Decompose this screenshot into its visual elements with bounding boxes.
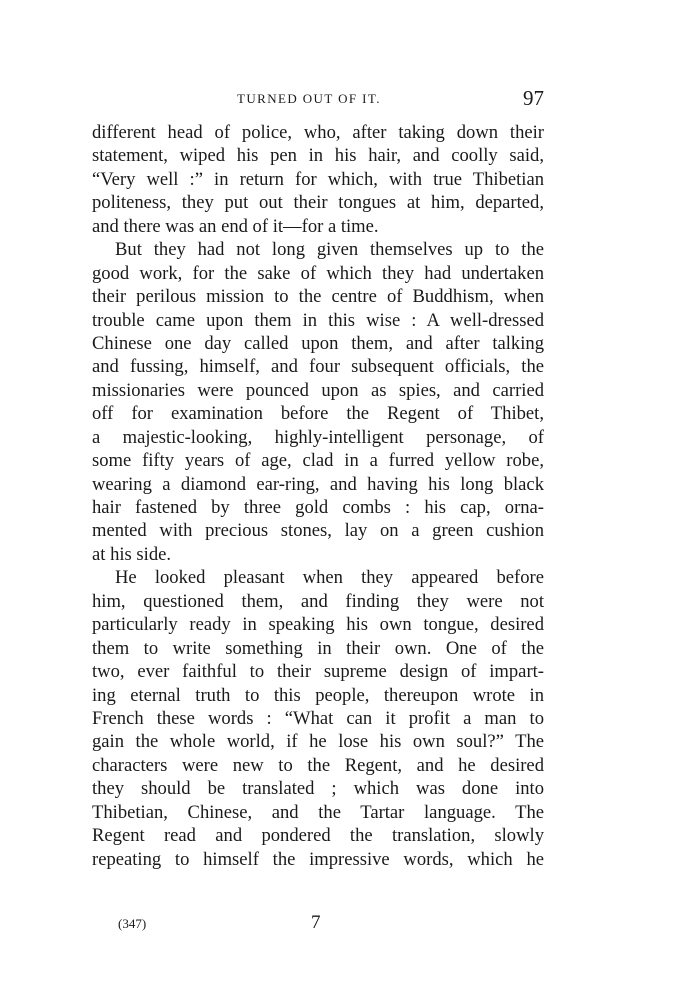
text-line: Thibetian, Chinese, and the Tartar language. The	[92, 801, 544, 823]
signature-number: 7	[311, 912, 321, 933]
text-line: characters were new to the Regent, and he desired	[92, 754, 544, 776]
text-line: their perilous mission to the centre of Buddhism, when	[92, 286, 544, 308]
body-text	[92, 121, 544, 871]
text-line: them to write something in their own. One of the	[92, 637, 544, 659]
text-line: But they had not long given themselves up to the	[115, 239, 544, 261]
running-head	[92, 88, 544, 112]
text-line: good work, for the sake of which they had undertaken	[92, 262, 544, 284]
text-line: off for examination before the Regent of Thibet,	[92, 403, 544, 425]
text-line: statement, wiped his pen in his hair, and coolly said,	[92, 145, 544, 167]
text-line: a majestic-looking, highly-intelligent personage, of	[92, 426, 544, 448]
page-footer	[118, 913, 358, 937]
text-line: French these words : “What can it profit a man to	[92, 707, 544, 729]
signature-mark: (347)	[118, 916, 147, 931]
text-line: some fifty years of age, clad in a furred yellow robe,	[92, 450, 544, 472]
text-line: him, questioned them, and finding they were not	[92, 590, 544, 612]
text-line: hair fastened by three gold combs : his cap, orna-	[92, 497, 544, 518]
text-line: ing eternal truth to this people, thereupon wrote in	[92, 684, 544, 706]
text-line: different head of police, who, after taking down their	[92, 122, 544, 143]
text-line: Chinese one day called upon them, and after talking	[92, 332, 544, 354]
text-line: missionaries were pounced upon as spies, and carried	[92, 379, 544, 401]
text-line: Regent read and pondered the translation, slowly	[92, 825, 544, 847]
text-line: particularly ready in speaking his own tongue, desired	[92, 614, 544, 636]
text-line: He looked pleasant when they appeared before	[115, 567, 544, 589]
text-line: mented with precious stones, lay on a green cushion	[92, 520, 544, 542]
text-line: politeness, they put out their tongues at him, departed,	[92, 192, 544, 214]
text-line: trouble came upon them in this wise : A well-dressed	[92, 309, 544, 331]
text-line: they should be translated ; which was done into	[92, 778, 544, 800]
text-line: and there was an end of it—for a time.	[92, 215, 379, 237]
text-line: and fussing, himself, and four subsequent officials, the	[92, 356, 544, 378]
text-line: wearing a diamond ear-ring, and having his long black	[92, 473, 544, 495]
page-number: 97	[523, 86, 544, 110]
running-title: TURNED OUT OF IT.	[237, 91, 381, 106]
text-line: repeating to himself the impressive words, which he	[92, 848, 544, 870]
text-line: gain the whole world, if he lose his own soul?” The	[92, 731, 544, 753]
text-line: at his side.	[92, 543, 172, 565]
text-line: “Very well :” in return for which, with true Thibetian	[92, 168, 544, 190]
text-line: two, ever faithful to their supreme design of impart-	[92, 661, 544, 683]
